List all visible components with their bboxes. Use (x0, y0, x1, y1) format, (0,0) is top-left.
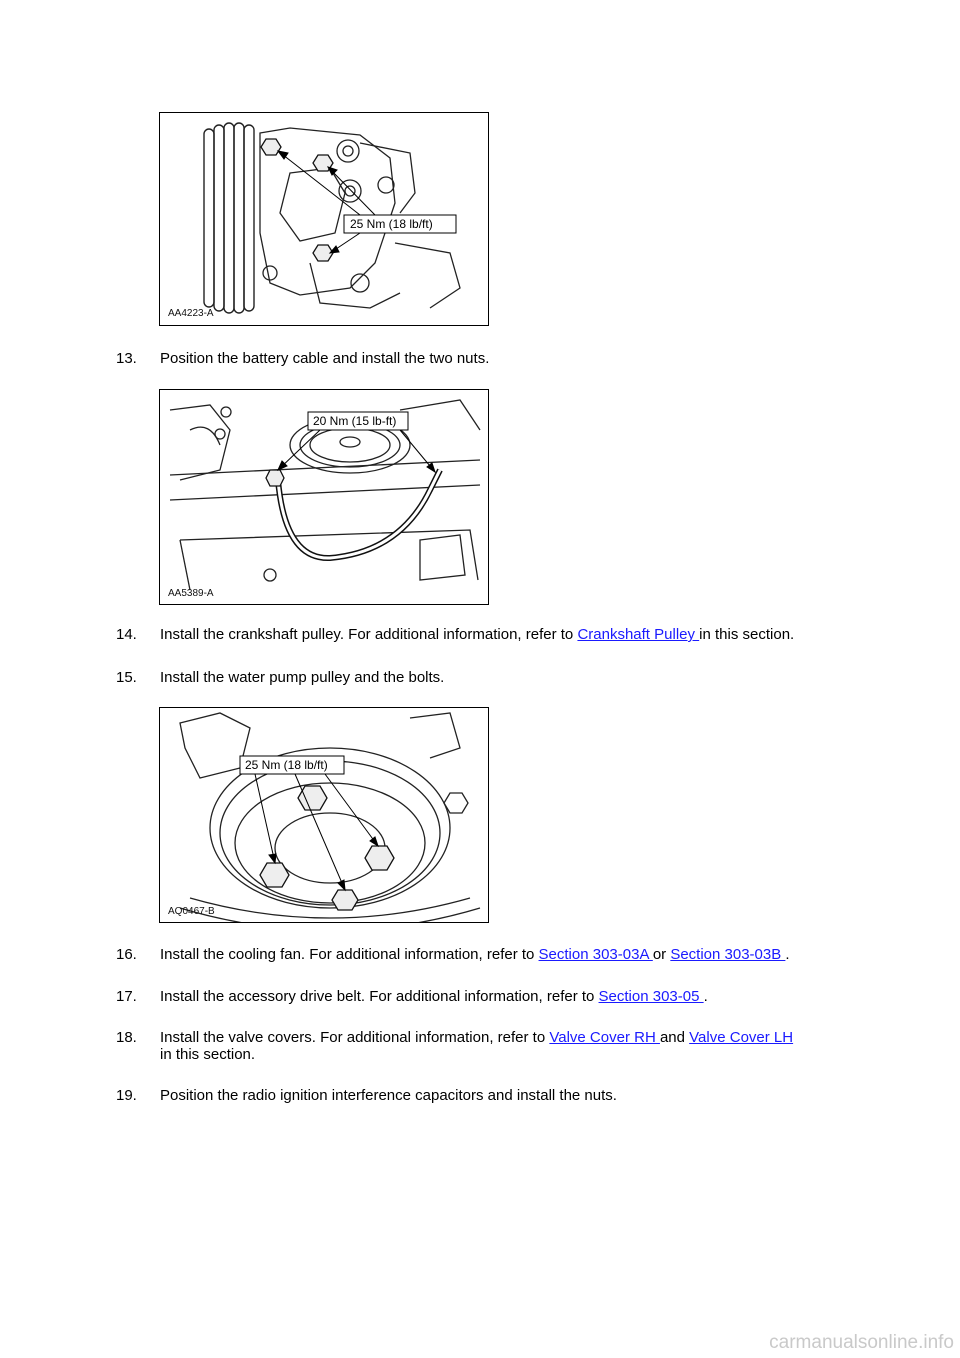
figure-1-code: AA4223-A (168, 308, 214, 319)
link-crankshaft-pulley[interactable]: Crankshaft Pulley (577, 626, 700, 643)
alternator-bracket-illustration (160, 113, 488, 325)
step-number: 19. (116, 1087, 137, 1104)
figure-3-callout: 25 Nm (18 lb/ft) (245, 758, 328, 772)
step-text-pre: Install the valve covers. For additional information, refer to (160, 1029, 550, 1046)
step-number: 14. (116, 626, 137, 643)
step-text-post: . (703, 988, 708, 1005)
figure-water-pump-pulley (159, 707, 489, 923)
battery-cable-illustration (160, 390, 488, 604)
water-pump-pulley-illustration (160, 708, 488, 922)
figure-3-code: AQ0467-B (168, 906, 215, 917)
footer-watermark: carmanualsonline.info (769, 1332, 954, 1353)
figure-1-callout: 25 Nm (18 lb/ft) (350, 217, 433, 231)
figure-alternator-bracket (159, 112, 489, 326)
step-number: 15. (116, 669, 137, 686)
figure-2-callout: 20 Nm (15 lb-ft) (313, 414, 397, 428)
step-number: 16. (116, 946, 137, 963)
step-text-pre: Install the cooling fan. For additional information, refer to (160, 946, 539, 963)
step-text: Position the radio ignition interference capacitors and install the nuts. (160, 1087, 617, 1104)
step-text-pre: Install the accessory drive belt. For additional information, refer to (160, 988, 599, 1005)
step-text-pre: Install the crankshaft pulley. For additional information, refer to (160, 626, 578, 643)
step-text-post: in this section. (699, 626, 795, 643)
link-valve-cover-rh[interactable]: Valve Cover RH (549, 1029, 660, 1046)
step-text-mid: and (659, 1029, 690, 1046)
figure-2-code: AA5389-A (168, 588, 214, 599)
step-text-line2: in this section. (160, 1046, 256, 1063)
link-valve-cover-lh[interactable]: Valve Cover LH (689, 1029, 794, 1046)
link-section-303-03a[interactable]: Section 303-03A (538, 946, 653, 963)
step-number: 18. (116, 1029, 137, 1046)
step-text: Position the battery cable and install the two nuts. (160, 350, 490, 367)
step-text-post: . (785, 946, 790, 963)
step-text: Install the water pump pulley and the bolts. (160, 669, 445, 686)
step-number: 17. (116, 988, 137, 1005)
step-number: 13. (116, 350, 137, 367)
link-section-303-05[interactable]: Section 303-05 (598, 988, 704, 1005)
figure-battery-cable (159, 389, 489, 605)
link-section-303-03b[interactable]: Section 303-03B (670, 946, 786, 963)
step-text-mid: or (652, 946, 671, 963)
